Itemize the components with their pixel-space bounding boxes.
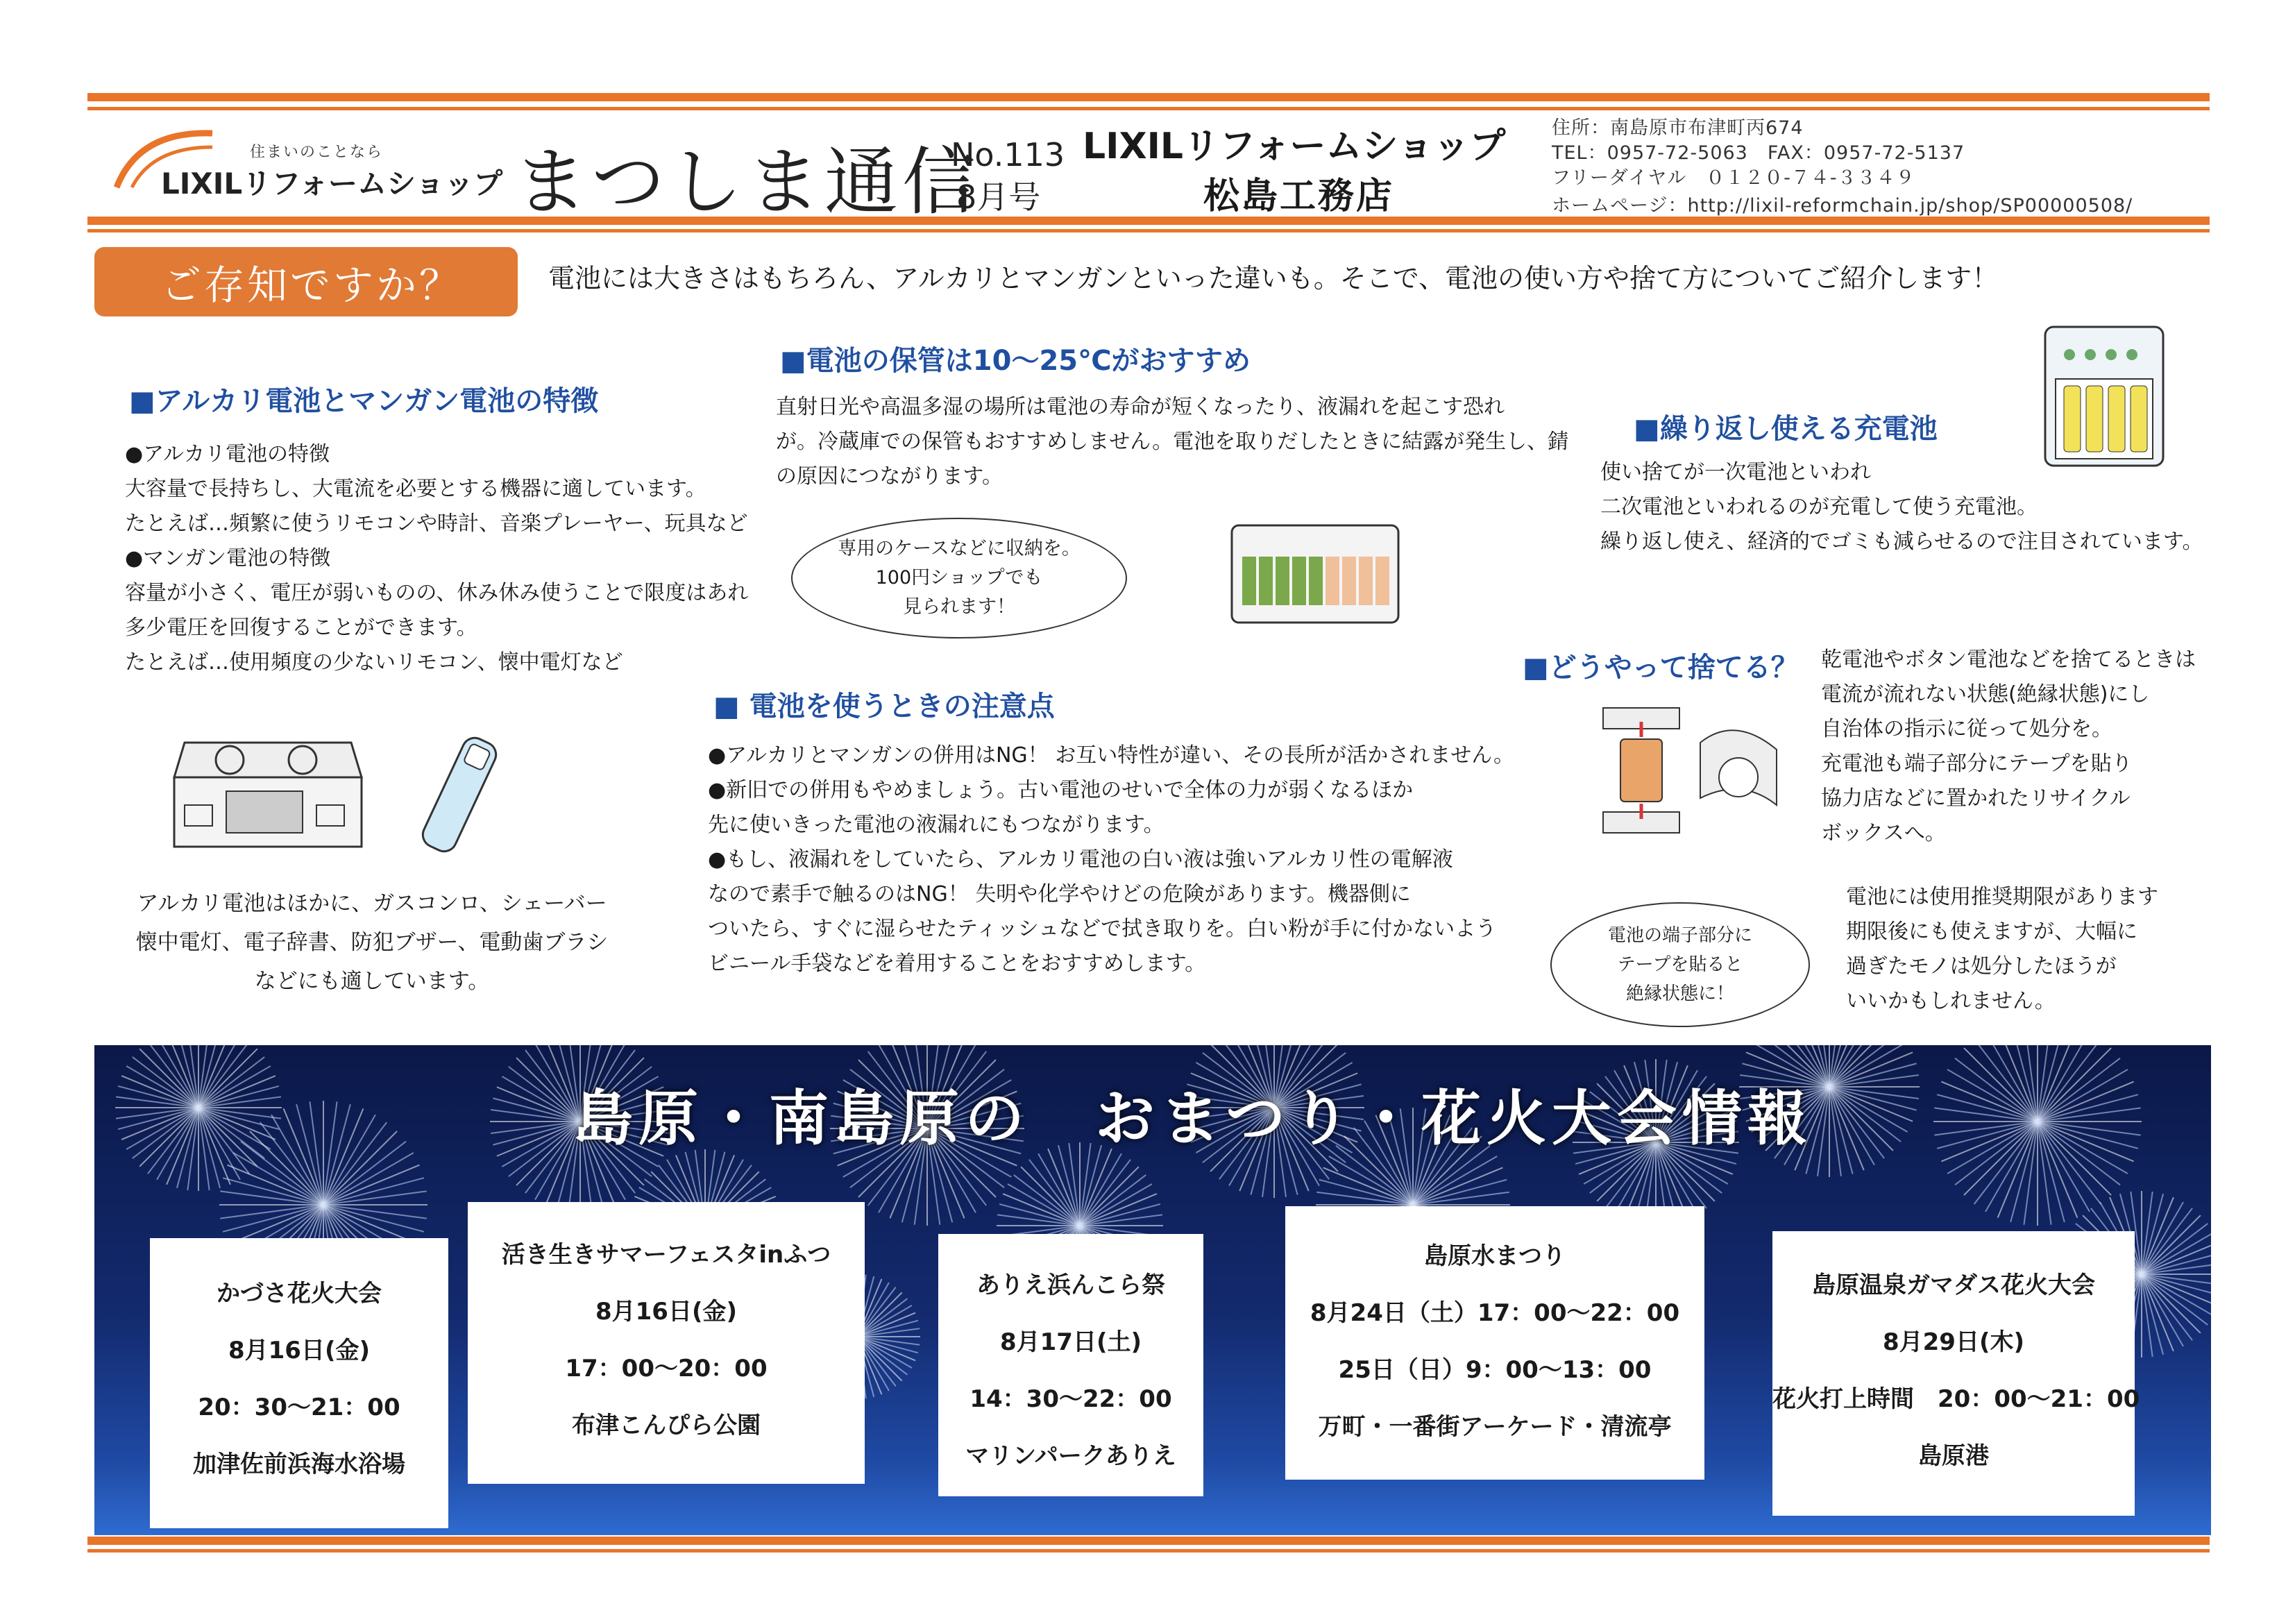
event-card-shimabara-water: 島原水まつり 8月24日（土）17：00～22：00 25日（日）9：00～13：00 万町・一番街アーケード・清流亭 (1285, 1206, 1704, 1480)
shop-name-line1: LIXILリフォームショップ (1083, 126, 1506, 167)
shop-name-line2: 松島工務店 (1203, 176, 1395, 217)
phone-fax: TEL：0957-72-5063 FAX：0957-72-5137 (1552, 142, 1965, 164)
battery-case-icon (1228, 522, 1402, 626)
event-card-kazusa: かづさ花火大会 8月16日(金) 20：30～21：00 加津佐前浜海水浴場 (150, 1238, 448, 1528)
intro-text: 電池には大きさはもちろん、アルカリとマンガンといった違いも。そこで、電池の使い方や捨て方についてご紹介します！ (548, 263, 1999, 294)
logo-text: LIXILリフォームショップ (161, 167, 503, 201)
cautions-text: ●アルカリとマンガンの併用はNG！ お互い特性が違い、その長所が活かされません。 ●新旧での併用もやめましょう。古い電池のせいで全体の力が弱くなるほか 先に使いきった電池の液漏れにもつながります。 ●もし、液漏れをしていたら、アルカリ電池の白い液は強いアルカリ性の電解液 なので素手で触るのはNG！ 失明や化学やけどの危険があります。機器側に ついたら、すぐに湿らせたティッシュなどで拭き取りを。白い粉が手に付かないよう ビニール手袋などを着用することをおすすめします。 (708, 743, 1515, 976)
features-text: ●アルカリ電池の特徴 大容量で長持ちし、大電流を必要とする機器に適しています。 たとえば…頻繁に使うリモコンや時計、音楽プレーヤー、玩具など ●マンガン電池の特徴 容量が小さく、電圧が弱いものの、休み休み使うことで限度はあれ 多少電圧を回復することができます。 たとえば…使用頻度の少ないリモコン、懐中電灯など (125, 442, 749, 675)
event-card-gamadas: 島原温泉ガマダス花火大会 8月29日(木) 花火打上時間 20：00～21：00 島原港 (1772, 1231, 2135, 1516)
storage-heading: ■電池の保管は10～25℃がおすすめ (780, 345, 1251, 377)
disposal-text: 乾電池やボタン電池などを捨てるときは 電流が流れない状態(絶縁状態)にし 自治体の指示に従って処分を。 充電池も端子部分にテープを貼り 協力店などに置かれたリサイクル ボックスへ。 (1821, 648, 2196, 845)
event-card-futsu: 活き生きサマーフェスタinふつ 8月16日(金) 17：00～20：00 布津こんぴら公園 (468, 1202, 865, 1484)
shaver-icon (411, 729, 508, 861)
festival-title: 島原・南島原の おまつり・花火大会情報 (573, 1084, 1813, 1153)
expiry-note: 電池には使用推奨期限があります 期限後にも使えますが、大幅に 過ぎたモノは処分したほうが いいかもしれません。 (1846, 885, 2158, 1013)
storage-bubble: 専用のケースなどに収納を。 100円ショップでも 見られます！ (791, 518, 1127, 638)
firework-burst (115, 1045, 282, 1191)
address: 住所：南島原市布津町丙674 (1552, 117, 1804, 139)
rechargeable-text: 使い捨てが一次電池といわれ 二次電池といわれるのが充電して使う充電池。 繰り返し使え、経済的でゴミも減らせるので注目されています。 (1600, 460, 2203, 554)
issue-month: 8月号 (956, 178, 1041, 216)
disposal-heading: ■どうやって捨てる？ (1523, 652, 1799, 684)
logo-tagline: 住まいのことなら (250, 144, 384, 161)
newsletter-title: まつしま通信 (514, 139, 980, 225)
battery-taping-icon (1589, 701, 1790, 840)
event-card-arie: ありえ浜んこら祭 8月17日(土) 14：30～22：00 マリンパークありえ (938, 1234, 1203, 1496)
bottom-rule-1 (87, 1537, 2210, 1545)
features-note: アルカリ電池はほかに、ガスコンロ、シェーバー 懐中電灯、電子辞書、防犯ブザー、電動歯ブラシ などにも適しています。 (135, 891, 609, 994)
bottom-rule-2 (87, 1549, 2210, 1553)
top-rule-2 (87, 107, 2210, 110)
cautions-heading: ■ 電池を使うときの注意点 (713, 691, 1055, 722)
header-rule-1 (87, 217, 2210, 225)
festival-banner (94, 1045, 2211, 1535)
top-rule-1 (87, 93, 2210, 101)
features-heading: ■アルカリ電池とマンガン電池の特徴 (129, 385, 599, 417)
header-rule-2 (87, 229, 2210, 232)
disposal-bubble: 電池の端子部分に テープを貼ると 絶縁状態に！ (1550, 902, 1810, 1027)
did-you-know-label: ご存知ですか？ (94, 247, 518, 316)
free-dial: フリーダイヤル ０１２０-７４-３３４９ (1552, 167, 1915, 189)
gas-stove-icon (164, 729, 365, 854)
charger-icon (2042, 323, 2167, 469)
homepage-link[interactable]: ホームページ：http://lixil-reformchain.jp/shop/SP00000508/ (1552, 195, 2133, 217)
issue-number: No.113 (951, 136, 1065, 174)
storage-text: 直射日光や高温多湿の場所は電池の寿命が短くなったり、液漏れを起こす恐れ が。冷蔵庫での保管もおすすめしません。電池を取りだしたときに結露が発生し、錆 の原因につながります。 (776, 395, 1569, 489)
rechargeable-heading: ■繰り返し使える充電池 (1634, 413, 1938, 445)
